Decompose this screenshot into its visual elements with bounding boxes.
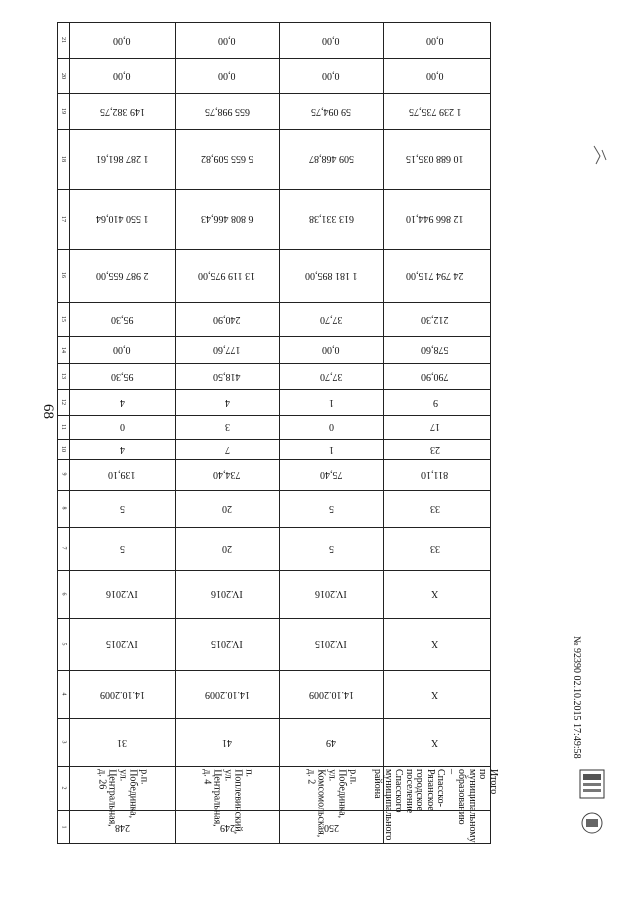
cell-text: 250 [323,821,339,833]
cell-text: 0 [328,421,334,433]
cell-text: 75,40 [319,468,343,480]
page-number: 68 [40,404,56,419]
stamp-icon [574,766,610,802]
column-number-label: 18 [60,155,66,162]
cell-text: 33 [430,542,440,554]
cell-text: 655 998,75 [204,105,250,117]
column-number-label: 3 [60,740,66,744]
cell-text: 1 287 861,61 [95,153,149,165]
cell-text: 10 688 035,15 [406,153,464,165]
cell-text: 734,40 [213,468,241,480]
cell-text: 4 [119,443,125,455]
cell-text: 95,30 [110,313,134,325]
cell-text: 509 468,87 [308,153,354,165]
cell-text: 37,70 [319,370,343,382]
cell-text: 5 [119,542,125,554]
cell-text: 0,00 [218,34,236,46]
column-number-label: 11 [60,424,66,430]
cell-text: IV.2015 [315,638,347,650]
cell-text: 4 [224,396,230,408]
cell-text: Итого по муниципальному образованию – Спасско-Рязанское городское поселение Спасского муниципального района [372,769,499,843]
cell-text: р.п. Побединка, ул. Центральная, д. 26 [96,769,150,827]
column-number-label: 19 [60,108,66,114]
cell-text: 37,70 [319,313,343,325]
cell-text: 248 [114,821,130,833]
cell-text: 811,10 [421,468,449,480]
cell-text: IV.2015 [106,638,138,650]
cell-text: 0,00 [113,34,131,46]
cell-text: 212,30 [421,313,449,325]
column-number-label: 13 [60,373,66,380]
cell-text: 0,00 [218,70,236,82]
cell-text: 17 [430,421,440,433]
cell-text: 9 [432,396,438,408]
column-number-label: 4 [60,692,66,696]
cell-text: 1 181 895,00 [304,269,358,281]
cell-text: 5 [119,502,125,514]
cell-text: 1 550 410,64 [95,213,149,225]
column-number-label: 8 [60,506,66,510]
cell-text: п. Поплевинский, ул. Центральная, д. 4 [201,769,255,835]
emblem-icon [574,805,610,841]
cell-text: 613 331,38 [308,213,354,225]
cell-text: 139,10 [108,468,136,480]
cell-text: 0,00 [113,344,131,356]
cell-text: 177,60 [213,344,241,356]
cell-text: 7 [224,443,230,455]
column-number-label: 17 [60,215,66,222]
cell-text: 0,00 [113,70,131,82]
cell-text: 41 [222,736,232,748]
cell-text: 12 866 944,10 [406,213,464,225]
cell-text: 0,00 [322,34,340,46]
cell-text: IV.2015 [211,638,243,650]
scribble-icon [590,142,610,172]
column-number-label: 12 [60,399,66,406]
cell-text: 1 239 735,75 [408,105,462,117]
cell-text: 0,00 [426,70,444,82]
column-number-label: 2 [60,786,66,790]
cell-text: 24 794 715,00 [406,269,464,281]
cell-text: 14.10.2009 [99,688,145,700]
cell-text: 418,50 [213,370,241,382]
cell-text: 23 [430,443,440,455]
cell-text: 14.10.2009 [308,688,354,700]
cell-text: 33 [430,502,440,514]
cell-text: IV.2016 [106,588,138,600]
cell-text: 5 [328,542,334,554]
cell-text: IV.2016 [211,588,243,600]
cell-text: X [431,638,439,650]
cell-text: 240,90 [213,313,241,325]
cell-text: 0,00 [322,344,340,356]
column-number-label: 20 [60,72,66,79]
cell-text: 20 [222,542,232,554]
cell-text: 0 [119,421,125,433]
cell-text: 5 655 509,82 [200,153,254,165]
data-table [57,22,499,844]
cell-text: 249 [219,821,235,833]
cell-text: 0,00 [322,70,340,82]
cell-text: 790,90 [421,370,449,382]
column-number-label: 5 [60,642,66,646]
cell-text: 14.10.2009 [204,688,250,700]
column-number-label: 15 [60,316,66,323]
cell-text: 149 382,75 [99,105,145,117]
column-number-label: 7 [60,546,66,550]
column-number-label: 16 [60,272,66,279]
cell-text: 31 [117,736,127,748]
column-number-label: 10 [60,446,66,453]
cell-text: 95,30 [110,370,134,382]
column-number-label: 21 [60,37,66,44]
signature-line: № 92390 02.10.2015 17:49:58 [571,636,582,759]
column-number-label: 14 [60,346,66,353]
cell-text: р.п. Побединка, ул. Комсомольская, д. 2 [305,769,359,838]
cell-text: 578,60 [421,344,449,356]
cell-text: 3 [224,421,230,433]
cell-text: X [431,588,439,600]
column-number-label: 9 [60,472,66,476]
cell-text: 20 [222,502,232,514]
column-number-label: 6 [60,592,66,596]
table-border [57,22,491,844]
cell-text: 59 094,75 [311,105,351,117]
cell-text: 5 [328,502,334,514]
cell-text: 0,00 [426,34,444,46]
cell-text: 1 [328,443,334,455]
cell-text: IV.2016 [315,588,347,600]
cell-text: 13 119 975,00 [198,269,256,281]
cell-text: X [431,736,439,748]
cell-text: X [431,688,439,700]
cell-text: 2 987 655,00 [95,269,149,281]
cell-text: 6 808 466,43 [200,213,254,225]
column-number-label: 1 [60,825,66,829]
cell-text: 49 [326,736,336,748]
cell-text: 4 [119,396,125,408]
cell-text: 1 [328,396,334,408]
